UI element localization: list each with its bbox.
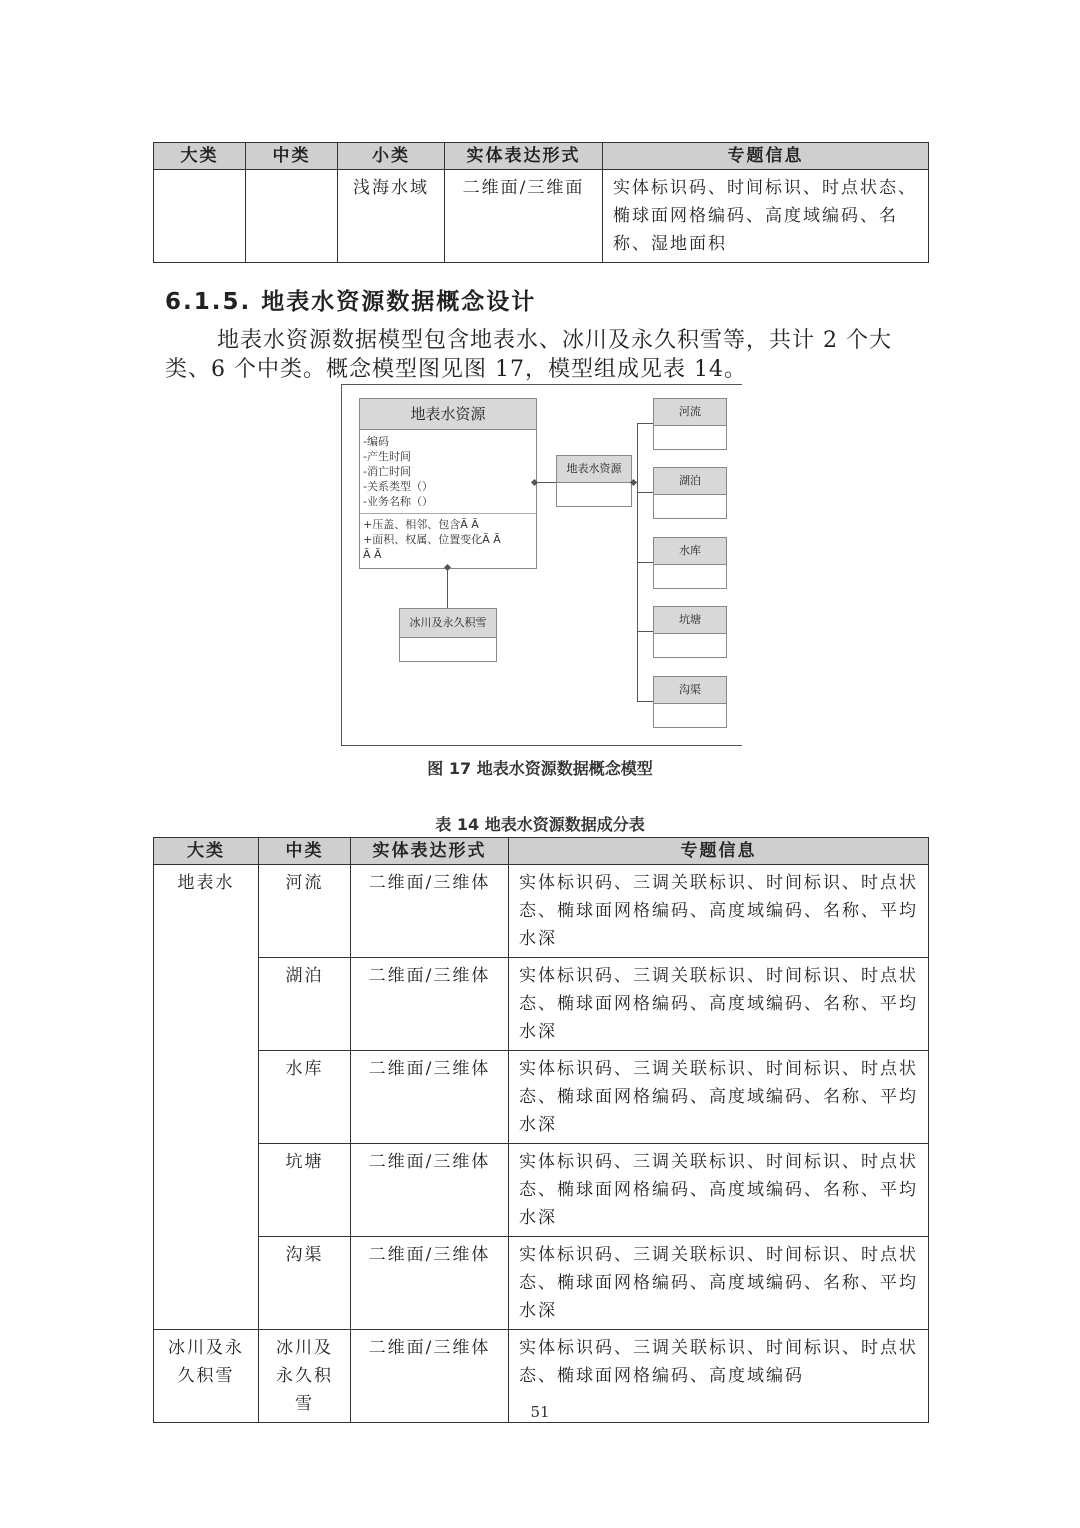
subcategory-cell: 河流: [259, 865, 351, 958]
subclass-name: 湖泊: [654, 468, 726, 495]
subclass-name: 水库: [654, 538, 726, 565]
connector-line: [637, 562, 653, 563]
operation: Ã Ã: [363, 548, 382, 561]
info-cell: 实体标识码、三调关联标识、时间标识、时点状态、椭球面网格编码、高度域编码、名称、平均水深: [509, 865, 929, 958]
table-cell: [246, 170, 338, 263]
form-cell: 二维面/三维体: [351, 1144, 509, 1237]
info-cell: 实体标识码、三调关联标识、时间标识、时点状态、椭球面网格编码、高度域编码、名称、平均水深: [509, 1237, 929, 1330]
subclass-box-river: [653, 398, 727, 450]
header-cell: 小类: [338, 143, 445, 170]
category-cell: 冰川及永久积雪: [154, 1330, 259, 1423]
subclass-box-lake: [653, 467, 727, 519]
table-cell: [154, 170, 246, 263]
operation: +面积、权属、位置变化Ã Ã: [363, 533, 501, 546]
category-cell: 地表水: [154, 865, 259, 1330]
subclass-box-pond: [653, 606, 727, 658]
header-cell: 实体表达形式: [445, 143, 603, 170]
main-class-box: [359, 398, 537, 569]
subcategory-cell: 湖泊: [259, 958, 351, 1051]
connector-line: [637, 701, 653, 702]
intro-paragraph: 地表水资源数据模型包含地表水、冰川及永久积雪等，共计 2 个大类、6 个中类。概念模型图见图 17，模型组成见表 14。: [165, 328, 892, 382]
main-class-name: 地表水资源: [360, 399, 536, 430]
concept-model-diagram: [341, 384, 742, 746]
operation-list: [360, 514, 536, 562]
figure-caption: 图 17 地表水资源数据概念模型: [427, 759, 653, 778]
form-cell: 二维面/三维体: [351, 958, 509, 1051]
connector-line: [637, 423, 653, 424]
attribute: -编码: [363, 435, 389, 448]
connector-line: [637, 492, 653, 493]
top-table-header: [154, 143, 929, 170]
section-heading: 6.1.5. 地表水资源数据概念设计: [165, 289, 537, 315]
table-row: [154, 1237, 929, 1330]
header-cell: 大类: [154, 838, 259, 865]
table-row: [154, 170, 929, 263]
table-row: [154, 1144, 929, 1237]
attribute: -关系类型（）: [363, 480, 433, 493]
glacier-class-name: 冰川及永久积雪: [400, 609, 496, 638]
composition-table: [153, 837, 929, 1423]
info-cell: 实体标识码、三调关联标识、时间标识、时点状态、椭球面网格编码、高度域编码: [509, 1330, 929, 1423]
hub-class-name: 地表水资源: [557, 456, 631, 483]
header-cell: 专题信息: [509, 838, 929, 865]
page-number: 51: [530, 1403, 550, 1421]
composition-table-header: [154, 838, 929, 865]
attribute: -产生时间: [363, 450, 411, 463]
hub-class-box: [556, 455, 632, 507]
subcategory-cell: 沟渠: [259, 1237, 351, 1330]
table-cell: 实体标识码、时间标识、时点状态、椭球面网格编码、高度域编码、名称、湿地面积: [603, 170, 929, 263]
table-cell: 二维面/三维面: [445, 170, 603, 263]
form-cell: 二维面/三维体: [351, 1051, 509, 1144]
table-row: [154, 865, 929, 958]
header-cell: 实体表达形式: [351, 838, 509, 865]
table-caption: 表 14 地表水资源数据成分表: [435, 815, 645, 834]
form-cell: 二维面/三维体: [351, 865, 509, 958]
subcategory-cell: 坑塘: [259, 1144, 351, 1237]
attribute: -业务名称（）: [363, 495, 433, 508]
header-cell: 中类: [246, 143, 338, 170]
attribute: -消亡时间: [363, 465, 411, 478]
header-cell: 中类: [259, 838, 351, 865]
subclass-name: 沟渠: [654, 677, 726, 704]
attribute-list: [360, 430, 536, 514]
top-table: [153, 142, 929, 263]
subclass-box-reservoir: [653, 537, 727, 589]
table-cell: 浅海水域: [338, 170, 445, 263]
operation: +压盖、相邻、包含Ã Ã: [363, 518, 479, 531]
form-cell: 二维面/三维体: [351, 1237, 509, 1330]
header-cell: 专题信息: [603, 143, 929, 170]
info-cell: 实体标识码、三调关联标识、时间标识、时点状态、椭球面网格编码、高度域编码、名称、平均水深: [509, 1051, 929, 1144]
subclass-name: 坑塘: [654, 607, 726, 634]
subclass-box-ditch: [653, 676, 727, 728]
subcategory-cell: 冰川及永久积雪: [259, 1330, 351, 1423]
glacier-class-box: [399, 608, 497, 662]
subcategory-cell: 水库: [259, 1051, 351, 1144]
subclass-name: 河流: [654, 399, 726, 426]
info-cell: 实体标识码、三调关联标识、时间标识、时点状态、椭球面网格编码、高度域编码、名称、平均水深: [509, 1144, 929, 1237]
connector-line: [447, 567, 448, 608]
header-cell: 大类: [154, 143, 246, 170]
table-row: [154, 1051, 929, 1144]
connector-line: [637, 631, 653, 632]
table-row: [154, 958, 929, 1051]
info-cell: 实体标识码、三调关联标识、时间标识、时点状态、椭球面网格编码、高度域编码、名称、平均水深: [509, 958, 929, 1051]
form-cell: 二维面/三维体: [351, 1330, 509, 1423]
